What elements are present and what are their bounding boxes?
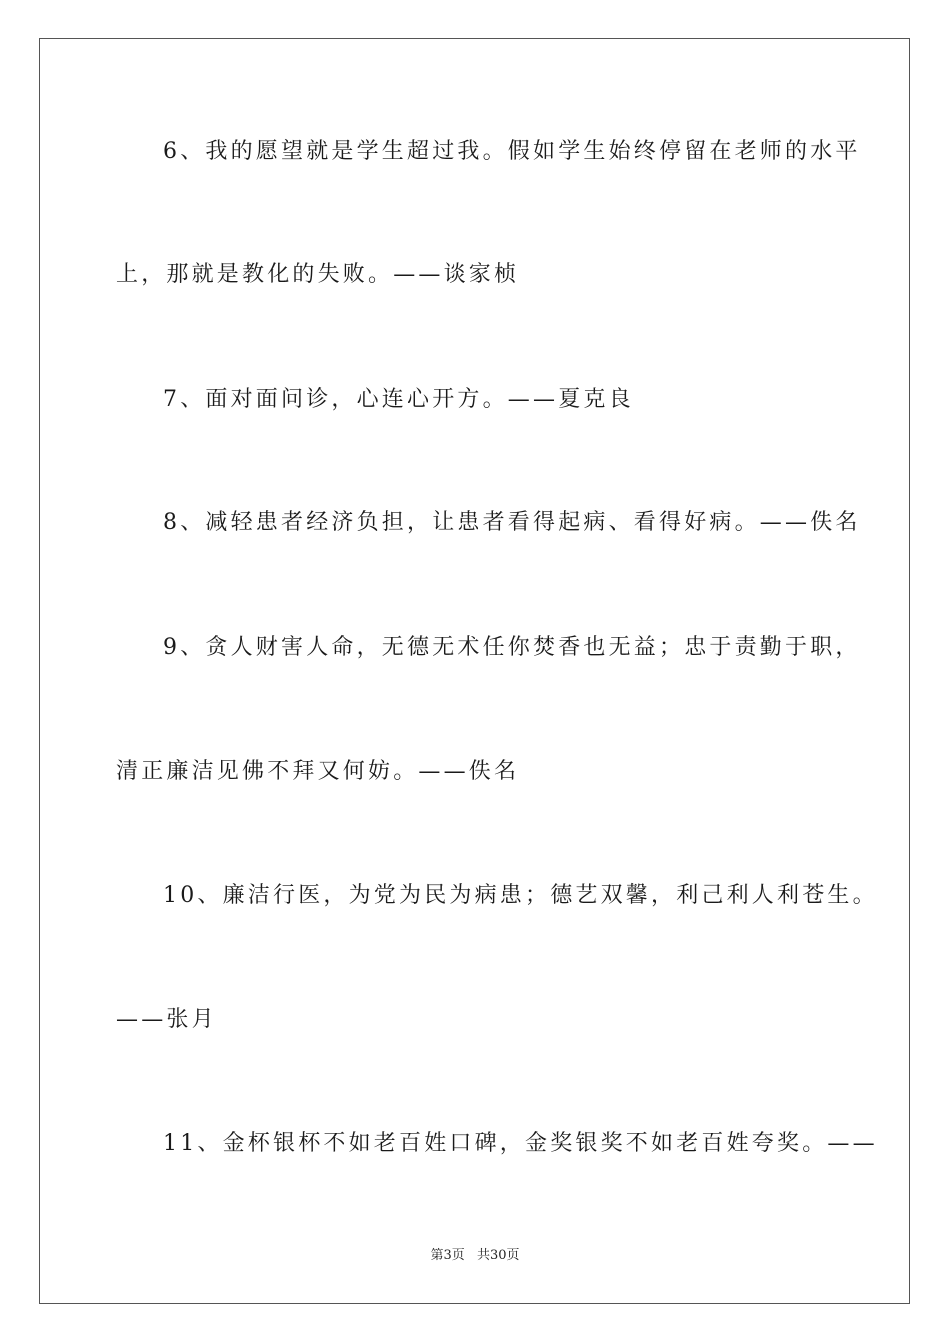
page-number: 第3页 <box>430 1248 465 1263</box>
page-footer <box>0 1247 950 1265</box>
quote-8: 8、减轻患者经济负担，让患者看得起病、看得好病。——佚名 <box>163 510 861 535</box>
quote-10-line-2: ——张月 <box>116 1007 217 1032</box>
quote-9-line-1: 9、贪人财害人命，无德无术任你焚香也无益；忠于责勤于职， <box>163 635 861 660</box>
quote-11-line-1: 11、金杯银杯不如老百姓口碑，金奖银奖不如老百姓夸奖。—— <box>163 1131 878 1156</box>
quote-6-line-2: 上，那就是教化的失败。——谈家桢 <box>116 262 520 287</box>
quote-9-line-2: 清正廉洁见佛不拜又何妨。——佚名 <box>116 759 520 784</box>
quote-6-line-1: 6、我的愿望就是学生超过我。假如学生始终停留在老师的水平 <box>163 139 861 164</box>
page-border <box>39 38 910 1304</box>
page-total: 共30页 <box>476 1248 520 1263</box>
quote-7: 7、面对面问诊，心连心开方。——夏克良 <box>163 387 634 412</box>
quote-10-line-1: 10、廉洁行医，为党为民为病患；德艺双馨，利己利人利苍生。 <box>163 883 878 908</box>
